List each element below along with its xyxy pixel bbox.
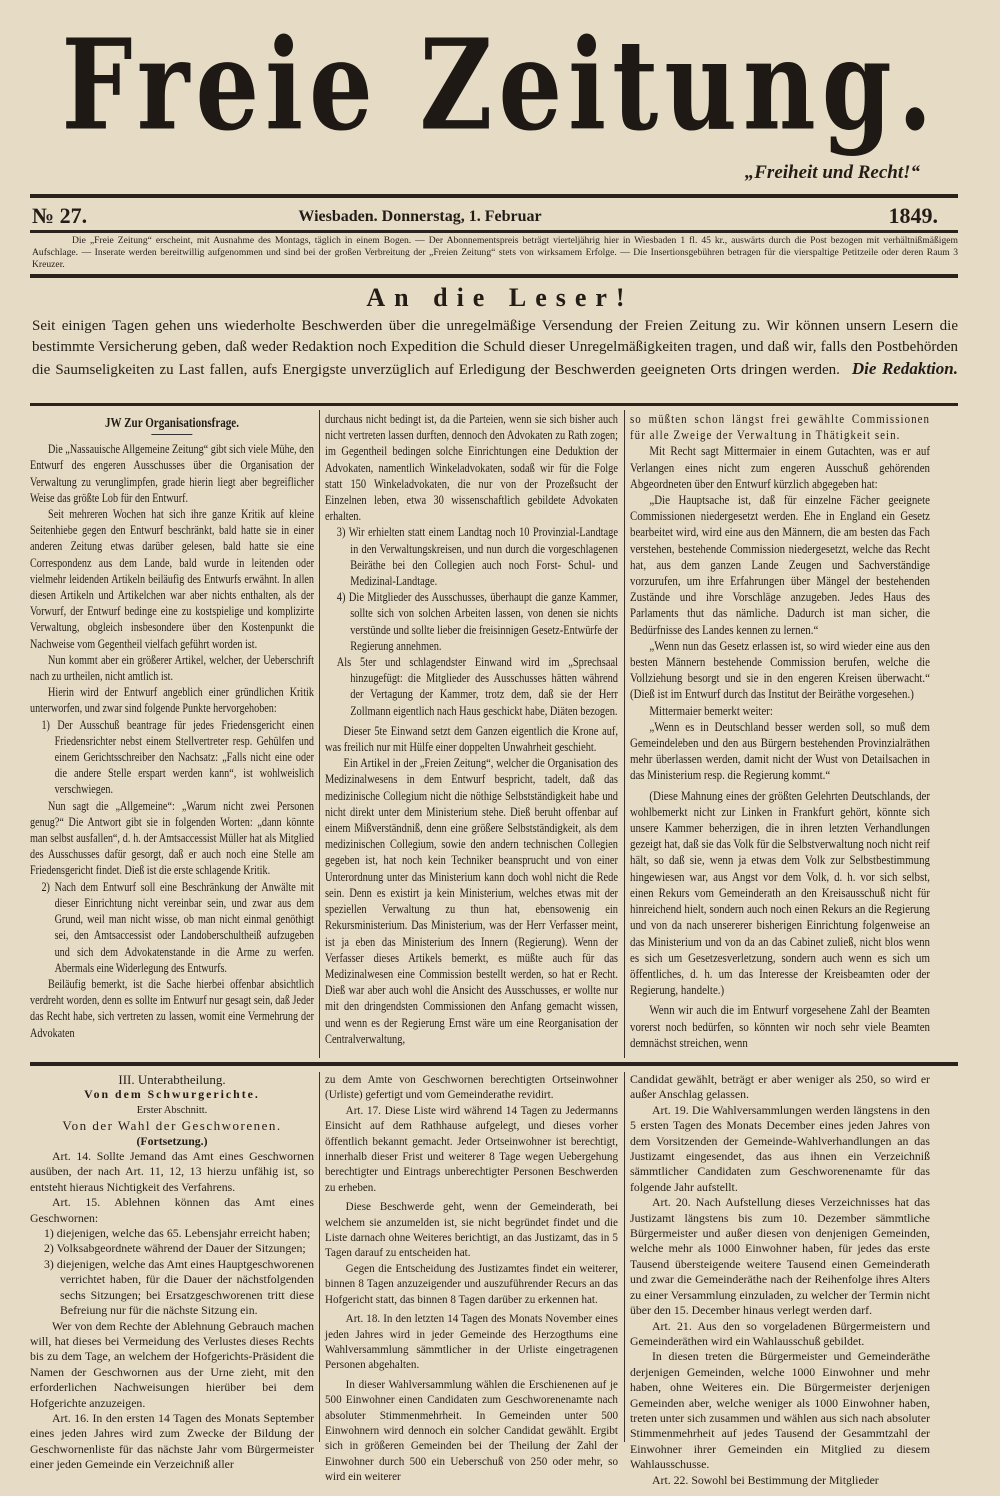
paragraph: „Wenn nun das Gesetz erlassen ist, so wird wieder eine aus den besten Männern bestehende Commission berufen, welche die Vollziehung besorgt und sie in den engeren Kreisen überwacht.“ (Dieß ist im Entwurf durch das Institut der Beiräthe vorgesehen.) (630, 638, 930, 702)
paragraph: Beiläufig bemerkt, ist die Sache hierbei offenbar absichtlich verdreht worden, denn es sollte im Entwurf nur gesagt sein, daß Jeder das Recht habe, sich vertreten zu lassen, womit eine Vermehrung der Advokaten (30, 976, 314, 1040)
newspaper-motto: „Freiheit und Recht!“ (744, 162, 920, 183)
paragraph: Wenn wir auch die im Entwurf vorgesehene Zahl der Beamten vorerst noch bedürfen, so könnten wir noch sehr viele Beamten demnächst streichen, wenn (630, 1003, 930, 1050)
paragraph: zu dem Amte von Geschwornen berechtigten Ortseinwohner (Urliste) gefertigt und vom Gemeinderathe revidirt. (325, 1072, 618, 1102)
column-text (630, 411, 930, 1051)
law-column-3 (630, 1072, 930, 1488)
paragraph: In dieser Wahlversammlung wählen die Erschienenen auf je 500 Einwohner einen Candidaten zum Geschworenenamte nach absoluter Stimmenmehrheit. In Gemeinden unter 500 Einwohnern wird dennoch ein solcher Candidat gewählt. Ergibt sich in größeren Gemeinden bei der Theilung der Zahl der Einwohner durch 500 ein Ueberschuß von 250 oder mehr, so wird ein weiterer (325, 1376, 618, 1484)
issue-year: 1849. (888, 203, 938, 228)
paragraph: Nun kommt aber ein größerer Artikel, welcher, der Ueberschrift nach zu urtheilen, nicht amtlich ist. (30, 652, 314, 684)
paragraph: Diese Beschwerde geht, wenn der Gemeinderath, bei welchem sie anzumelden ist, sie nicht begründet findet und die Liste darnach ohne Weiteres berichtigt, an das Justizamt, das in 5 Tagen darauf zu entscheiden hat. (325, 1199, 618, 1260)
paragraph: so müßten schon längst frei gewählte Commissionen für alle Zweige der Verwaltung in Thätigkeit sein. (630, 412, 930, 443)
article-column-1 (30, 411, 314, 1057)
paragraph: Ein Artikel in der „Freien Zeitung“, welcher die Organisation des Medizinalwesens in dem Entwurf bespricht, tadelt, daß das medizinische Collegium nicht die nöthige Selbstständigkeit habe und nicht direkt unter dem Ministerium stehe. Dieß beruht offenbar auf einem Mißverständniß, denn eine größere Selbstständigkeit, als dem medizinischen Collegium, sowie den andern technischen Collegien gegeben ist, hat noch kein Techniker beansprucht und von einer Unterordnung unter das Ministerium kann doch wohl nicht die Rede sein. Denn es existirt ja kein Ministerium, welches etwas mit der speziellen Verwaltung zu thun hat, ebensowenig ein Rekursministerium. Das Ministerium, was der Herr Verfasser meint, ist ja eben das Ministerium des Innern (Regierung). Wenn der Verfasser dieses Artikels bemerkt, es müßte auch für das Medizinalwesen eine Commission bestellt werden, so hat er Recht. Dieß war aber auch wohl die Ansicht des Ausschusses, er wollte nur mit den dringendsten Commissionen den Anfang gemacht wissen, und wenn es der Regierung Ernst wäre um eine Reorganisation der Centralverwaltung, (325, 756, 618, 1046)
paragraph: Candidat gewählt, beträgt er aber weniger als 250, so wird er außer Anschlag gelassen. (630, 1072, 930, 1102)
column-rule (624, 410, 625, 1058)
list-item: 2) Volksabgeordnete während der Dauer der Sitzungen; (44, 1241, 306, 1256)
chapter-heading: Erster Abschnitt. (136, 1104, 208, 1116)
divider (30, 403, 958, 406)
divider (30, 194, 958, 198)
column-rule (319, 410, 320, 1058)
column-text (325, 411, 618, 1047)
notice-body: Seit einigen Tagen gehen uns wiederholte Beschwerden über die unregelmäßige Versendung der Freien Zeitung zu. Wir können unsern Lesern die bestimmte Versicherung geben, daß weder Redaktion noch Expedition die Schuld dieser Unregelmäßigkeiten tragen, und daß wir, falls den Postbehörden die Saumseligkeiten zu Last fallen, aufs Energigste unverzüglich auf Erledigung der Beschwerden geeigneten Orts dringen werden. (32, 318, 958, 378)
list-item: 4) Die Mitglieder des Ausschusses, überhaupt die ganze Kammer, sollte sich von solchen Arbeiten lassen, von denen sie nichts verstünde und sollte lieber die freisinnigen Gesetz-Entwürfe der Regierung annehmen. (336, 590, 618, 653)
column-text (30, 1072, 314, 1473)
paragraph: „Wenn es in Deutschland besser werden soll, so muß dem Gemeindeleben und den aus Bürgern bestehenden Provinzialräthen mehr überlassen werden, damit nicht der Wust von Detailsachen in das Ministerium resp. die Regierung kommt.“ (630, 719, 930, 783)
list-item: 1) diejenigen, welche das 65. Lebensjahr erreicht haben; (44, 1226, 311, 1241)
column-text (325, 1072, 618, 1485)
list-item: 2) Nach dem Entwurf soll eine Beschränkung der Anwälte mit dieser Einrichtung nicht vereinbar sein, und zwar aus dem Grund, weil man nicht wisse, ob man nicht einmal genöthigt sei, den Amtsaccessist oder Landoberschultheiß aufzugeben und sich dem Advokatenstande in die Arme zu werfen. Abermals eine Widerlegung des Entwurfs. (41, 879, 314, 975)
paragraph: Art. 20. Nach Aufstellung dieses Verzeichnisses hat das Justizamt längstens bis zum 10. Dezember sämmtliche Bürgermeister und außer diesen von denjenigen Gemeinden, welche mehr als 1000 Einwohner haben, für jedes das erste Tausend übersteigende weitere Tausend einen Gemeinderath und zwar die Gemeinderäthe nach der Reihenfolge ihres Alters zu einer Versammlung einzuladen, zu welcher der Termin nicht über den 15. December hinaus verlegt werden darf. (630, 1195, 930, 1318)
paragraph: Die „Nassauische Allgemeine Zeitung“ gibt sich viele Mühe, den Entwurf des engeren Ausschusses über die Organisation der Verwaltung zu verunglimpfen, grade hierin liegt aber begreiflicher Weise das größte Lob für den Entwurf. (30, 442, 314, 505)
continued-note: (Fortsetzung.) (136, 1133, 208, 1148)
paragraph: (Diese Mahnung eines der größten Gelehrten Deutschlands, der wohlbemerkt nicht zur Linken in Frankfurt gehört, könnte sich unsere Kammer beherzigen, die in ihren letzten Verhandlungen gezeigt hat, daß sie das Volk für die Selbstverwaltung noch nicht reif hält, so daß sie, wenn ja etwas dem Volk zur Selbstbestimmung hingewiesen war, aus Angst vor dem Volk, d. h. vor sich selbst, einen Rekurs vom Gemeinderath an den Kreisausschuß nicht für hinreichend hielt, sondern auch noch einen Rekurs an die Regierung und von da nach unsererer bisherigen Einrichtung folgenweise an das Ministerium und von da an das Cabinet zuließ, nicht blos wenn es sich um Gesetzesverletzung, sondern auch wenn es sich um öffentliches, d. h. um das Interesse der Kreisbeamten oder der Regierung, handelte.) (630, 788, 930, 998)
paragraph: Seit mehreren Wochen hat sich ihre ganze Kritik auf kleine Seitenhiebe gegen den Entwurf beschränkt, bald hatte sie in einer anderen Zeitung etwas darüber gelesen, bald hatte sie eine Correspondenz aus dem Lande, bald wurde in leitenden oder vielmehr leidenden Artikeln beiläufig des Entwurfs erwähnt. In allen diesen Artikeln und Artikelchen war aber nichts enthalten, als der Vorwurf, der Entwurf bedinge eine zu kostspielige und komplizirte Verwaltung, obgleich insbesondere über den Kostenpunkt die Nachweise vom Gegentheil vielfach geführt worden ist. (30, 507, 314, 651)
law-title: Von dem Schwurgerichte. (84, 1087, 260, 1102)
divider (30, 274, 958, 278)
paragraph: Art. 17. Diese Liste wird während 14 Tagen zu Jedermanns Einsicht auf dem Rathhause aufgelegt, und dieses vorher öffentlich bekannt gemacht. Jeder Ortseinwohner ist berechtigt, innerhalb dieser Frist und weiterer 8 Tage wegen Uebergehung berechtigter und Eintrags unberechtigter Personen Beschwerden zu erheben. (325, 1102, 618, 1194)
notice (32, 316, 958, 381)
divider (151, 434, 192, 435)
list-item: Als 5ter und schlagendster Einwand wird im „Sprechsaal hinzugefügt: die Mitglieder des Ausschusses hätten während der Vertagung der Kammer, trotz dem, daß sie der Herr Zollmann eigentlich nach Haus geschickt habe, Diäten bezogen. (336, 655, 618, 718)
list-item: 1) Der Ausschuß beantrage für jedes Friedensgericht einen Friedensrichter nebst einem Stellvertreter resp. Gehülfen und einem Gerichtsschreiber den Nachsatz: „Falls nicht eine oder die andere Stelle erspart werden kann“, ist wohlweislich verschwiegen. (41, 717, 314, 797)
paragraph: Gegen die Entscheidung des Justizamtes findet ein weiterer, binnen 8 Tagen anzuzeigender und auszuführender Recurs an das Hofgericht statt, das binnen 8 Tagen darüber zu erkennen hat. (325, 1260, 618, 1306)
paragraph: Art. 16. In den ersten 14 Tagen des Monats September eines jeden Jahres wird zum Zwecke der Bildung der Geschwornenliste für das nächste Jahr vom Bürgermeister einer jeden Gemeinde ein Verzeichniß aller (30, 1410, 314, 1472)
paragraph: Art. 14. Sollte Jemand das Amt eines Geschwornen ausüben, der nach Art. 11, 12, 13 hierzu unfähig ist, so entsteht hieraus Nichtigkeit des Verfahrens. (30, 1149, 314, 1194)
notice-signature: Die Redaktion. (851, 359, 958, 378)
place-date: Wiesbaden. Donnerstag, 1. Februar (298, 208, 542, 225)
article-heading: JW Zur Organisationsfrage. (105, 415, 239, 430)
subscription-notice: Die „Freie Zeitung“ erscheint, mit Ausnahme des Montags, täglich in einem Bogen. — Der Abonnementspreis beträgt vierteljährig hier in Wiesbaden 1 fl. 45 kr., auswärts durch die Post bezogen mit verhältnißmäßigem Aufschlage. — Inserate werden bereitwillig aufgenommen und sind bei der großen Verbreitung der „Freien Zeitung“ stets von wirksamem Erfolge. — Die Insertionsgebühren betragen für die vierspaltige Petitzeile oder deren Raum 3 Kreuzer. (32, 235, 958, 270)
list-item: 3) Wir erhielten statt einem Landtag noch 10 Provinzial-Landtage in den Verwaltungskreisen, und nun durch die vorgeschlagenen Beiräthe bei den Collegien auch noch Forst- Schul- und Medizinal-Landtage. (336, 525, 618, 589)
paragraph: In diesen treten die Bürgermeister und Gemeinderäthe derjenigen Gemeinden, welche 1000 Einwohner und mehr haben, ohne Weiteres ein. Die Bürgermeister derjenigen Gemeinden aber, welche weniger als 1000 Einwohner haben, treten unter sich zusammen und wählen aus sich nach absoluter Stimmenmehrheit auf jedes Tausend der Gesammtzahl der Einwohner ihrer Gemeinden ein Mitglied zu diesem Wahlausschusse. (630, 1349, 930, 1472)
paragraph: durchaus nicht bedingt ist, da die Parteien, wenn sie sich bisher auch nicht vertreten lassen durften, dennoch den Advokaten zu Rath zogen; im Gegentheil bedingen solche Einrichtungen eine Deduktion der Advokaten, namentlich Winkeladvokaten, sodaß wir für die Folge statt 150 Winkeladvokaten, die nur von der Prozeßsucht der Einzelnen leben, etwa 30 wissenschaftlich gebildete Advokaten erhalten. (325, 412, 618, 524)
notice-heading: An die Leser! (366, 283, 634, 312)
divider (30, 1062, 958, 1066)
paragraph: Art. 22. Sowohl bei Bestimmung der Mitglieder (652, 1472, 879, 1487)
paragraph: Wer von dem Rechte der Ablehnung Gebrauch machen will, hat dieses bei Vermeidung des Verlustes dieses Rechts bis zu dem Tage, an welchem der Hofgerichts-Präsident die Namen der Geschwornen aus der Urne zieht, mit den erforderlichen Nachweisungen hierüber bei dem Hofgerichte anzuzeigen. (30, 1318, 314, 1410)
section-heading: III. Unterabtheilung. (118, 1072, 226, 1087)
column-text (30, 415, 314, 1041)
law-column-2 (325, 1072, 618, 1488)
paragraph: „Die Hauptsache ist, daß für einzelne Fächer geeignete Commissionen niedergesetzt werden. Ehe in England ein Gesetz bearbeitet wird, wird eine aus den Männern, die am besten das Fach verstehen, bestehende Commission niedergesetzt, welche das Recht hat, aus dem ganzen Lande Zeugen und Sachverständige vorzurufen, um ihre Erfahrungen über Mängel der bestehenden Zustände und ihre Vorschläge anzugeben. Jedes Haus des Parlaments thut das nämliche. Dadurch ist man sicher, die Bedürfnisse des Landes kennen zu lernen.“ (630, 493, 930, 637)
law-subtitle: Von der Wahl der Geschworenen. (62, 1118, 282, 1134)
newspaper-title: Freie Zeitung. (61, 10, 939, 159)
paragraph: Art. 15. Ablehnen können das Amt eines Geschwornen: (30, 1195, 314, 1225)
column-rule (319, 1072, 320, 1442)
column-text (630, 1072, 930, 1488)
paragraph: Art. 21. Aus den so vorgeladenen Bürgermeistern und Gemeinderäthen wird ein Wahlausschuß gebildet. (630, 1318, 930, 1348)
law-column-1 (30, 1072, 314, 1488)
divider (30, 230, 958, 233)
issue-number: № 27. (32, 203, 88, 228)
list-item: 3) diejenigen, welche das Amt eines Hauptgeschworenen verrichtet haben, für die Dauer der nächstfolgenden sechs Sitzungen; bei Ersatzgeschworenen tritt diese Befreiung nur für die nächste Sitzung ein. (44, 1256, 314, 1318)
paragraph: Hierin wird der Entwurf angeblich einer gründlichen Kritik unterworfen, und zwar sind folgende Punkte hervorgehoben: (30, 685, 314, 716)
article-column-2 (325, 411, 618, 1057)
paragraph: Nun sagt die „Allgemeine“: „Warum nicht zwei Personen genug?“ Die Antwort gibt sie in folgenden Worten: „dann könnte man selbst ausfallen“, d. h. der Amtsaccessist Müller hat als Mitglied des Ausschusses dafür gesorgt, daß er auch noch eine Stelle am Friedensgericht findet. Dieß ist die erste schlagende Kritik. (30, 798, 314, 878)
paragraph: Art. 19. Die Wahlversammlungen werden längstens in den 5 ersten Tagen des Monats December eines jeden Jahres von dem Vorsitzenden der Gemeinde-Wahlverhandlungen an das Justizamt eingesendet, das aus ihnen ein Verzeichniß sämmtlicher Candidaten zum Geschworenenamte für das folgende Jahr aufstellt. (630, 1102, 930, 1194)
paragraph: Art. 18. In den letzten 14 Tagen des Monats November eines jeden Jahres wird in jeder Gemeinde des Herzogthums eine Wahlversammlung sämmtlicher in der Urliste eingetragenen Personen abgehalten. (325, 1311, 618, 1372)
paragraph: Mit Recht sagt Mittermaier in einem Gutachten, was er auf Verlangen eines nicht zum engeren Ausschuß gehörenden Abgeordneten über den Entwurf kürzlich abgegeben hat: (630, 444, 930, 491)
paragraph: Dieser 5te Einwand setzt dem Ganzen eigentlich die Krone auf, was freilich nur mit Hülfe einer doppelten Unwahrheit geschieht. (325, 723, 618, 755)
paragraph: Mittermaier bemerkt weiter: (649, 703, 773, 718)
article-column-3 (630, 411, 930, 1057)
column-rule (624, 1072, 625, 1442)
